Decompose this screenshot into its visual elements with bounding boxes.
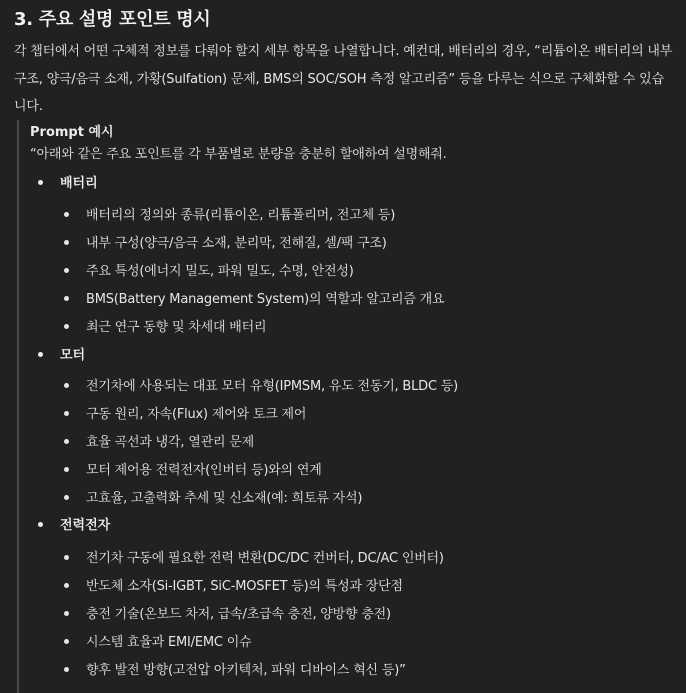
bullet-icon [64,240,69,245]
bullet-icon [64,611,69,616]
list-item-text: 주요 특성(에너지 밀도, 파워 밀도, 수명, 안전성) [86,264,354,279]
list-item [64,489,362,509]
prompt-intro-line: “아래와 같은 주요 포인트를 각 부품별로 분량을 충분히 할애하여 설명해줘. [30,147,447,162]
section-battery [38,174,98,194]
list-item [64,661,406,681]
list-item-text: 전기차 구동에 필요한 전력 변환(DC/DC 컨버터, DC/AC 인버터) [86,551,444,566]
list-item-text: 효율 곡선과 냉각, 열관리 문제 [86,435,254,450]
intro-paragraph: 각 챕터에서 어떤 구체적 정보를 다뤄야 할지 세부 항목을 나열합니다. 예컨대, 배터리의 경우, “리튬이온 배터리의 내부구조, 양극/음극 소재, 가황(Sulfation) 문제, BMS의 SOC/SOH 측정 알고리즘” 등을 다루는 식으로 구체화할 수 있습니다. [14,44,673,114]
bullet-icon [64,583,69,588]
list-item-text: 충전 기술(온보드 차저, 급속/초급속 충전, 양방향 충전) [86,607,391,622]
list-item [64,577,403,597]
list-item [64,605,391,625]
bullet-icon [64,324,69,329]
bullet-icon [64,268,69,273]
list-item [64,633,251,653]
list-item [64,206,395,226]
bullet-icon [38,352,43,357]
list-item [64,234,387,254]
bullet-icon [64,639,69,644]
bullet-icon [64,555,69,560]
section-label: 전력전자 [60,518,111,533]
bullet-icon [64,439,69,444]
bullet-icon [64,212,69,217]
list-item-text: 전기차에 사용되는 대표 모터 유형(IPMSM, 유도 전동기, BLDC 등) [86,379,459,394]
list-item-text: 시스템 효율과 EMI/EMC 이슈 [86,635,252,650]
list-item-text: 모터 제어용 전력전자(인버터 등)와의 연계 [86,463,322,478]
bullet-icon [64,411,69,416]
section-label: 배터리 [60,176,98,191]
blockquote-bar [17,120,19,693]
bullet-icon [64,667,69,672]
section-heading: 3. 주요 설명 포인트 명시 [14,9,211,30]
list-item [64,290,444,310]
list-item [64,377,458,397]
list-item-text: 향후 발전 방향(고전압 아키텍처, 파워 디바이스 혁신 등)” [86,663,406,678]
bullet-icon [64,467,69,472]
list-item [64,405,306,425]
list-item-text: 고효율, 고출력화 추세 및 신소재(예: 희토류 자석) [86,491,363,506]
prompt-title: Prompt 예시 [30,125,114,140]
list-item-text: 반도체 소자(Si-IGBT, SiC-MOSFET 등)의 특성과 장단점 [86,579,403,594]
list-item-text: BMS(Battery Management System)의 역할과 알고리즘 개요 [86,292,445,307]
bullet-icon [64,495,69,500]
list-item [64,549,444,569]
list-item-text: 내부 구성(양극/음극 소재, 분리막, 전해질, 셀/팩 구조) [86,236,387,251]
bullet-icon [64,296,69,301]
section-motor [38,346,85,366]
section-power-electronics [38,516,110,536]
list-item [64,318,266,338]
list-item [64,461,322,481]
list-item-text: 구동 원리, 자속(Flux) 제어와 토크 제어 [86,407,307,422]
list-item-text: 최근 연구 동향 및 차세대 배터리 [86,320,267,335]
list-item-text: 배터리의 정의와 종류(리튬이온, 리튬폴리머, 전고체 등) [86,208,396,223]
bullet-icon [64,383,69,388]
prompt-blockquote [30,122,680,678]
section-label: 모터 [60,348,86,363]
list-item [64,433,254,453]
bullet-icon [38,522,43,527]
list-item [64,262,354,282]
bullet-icon [38,180,43,185]
